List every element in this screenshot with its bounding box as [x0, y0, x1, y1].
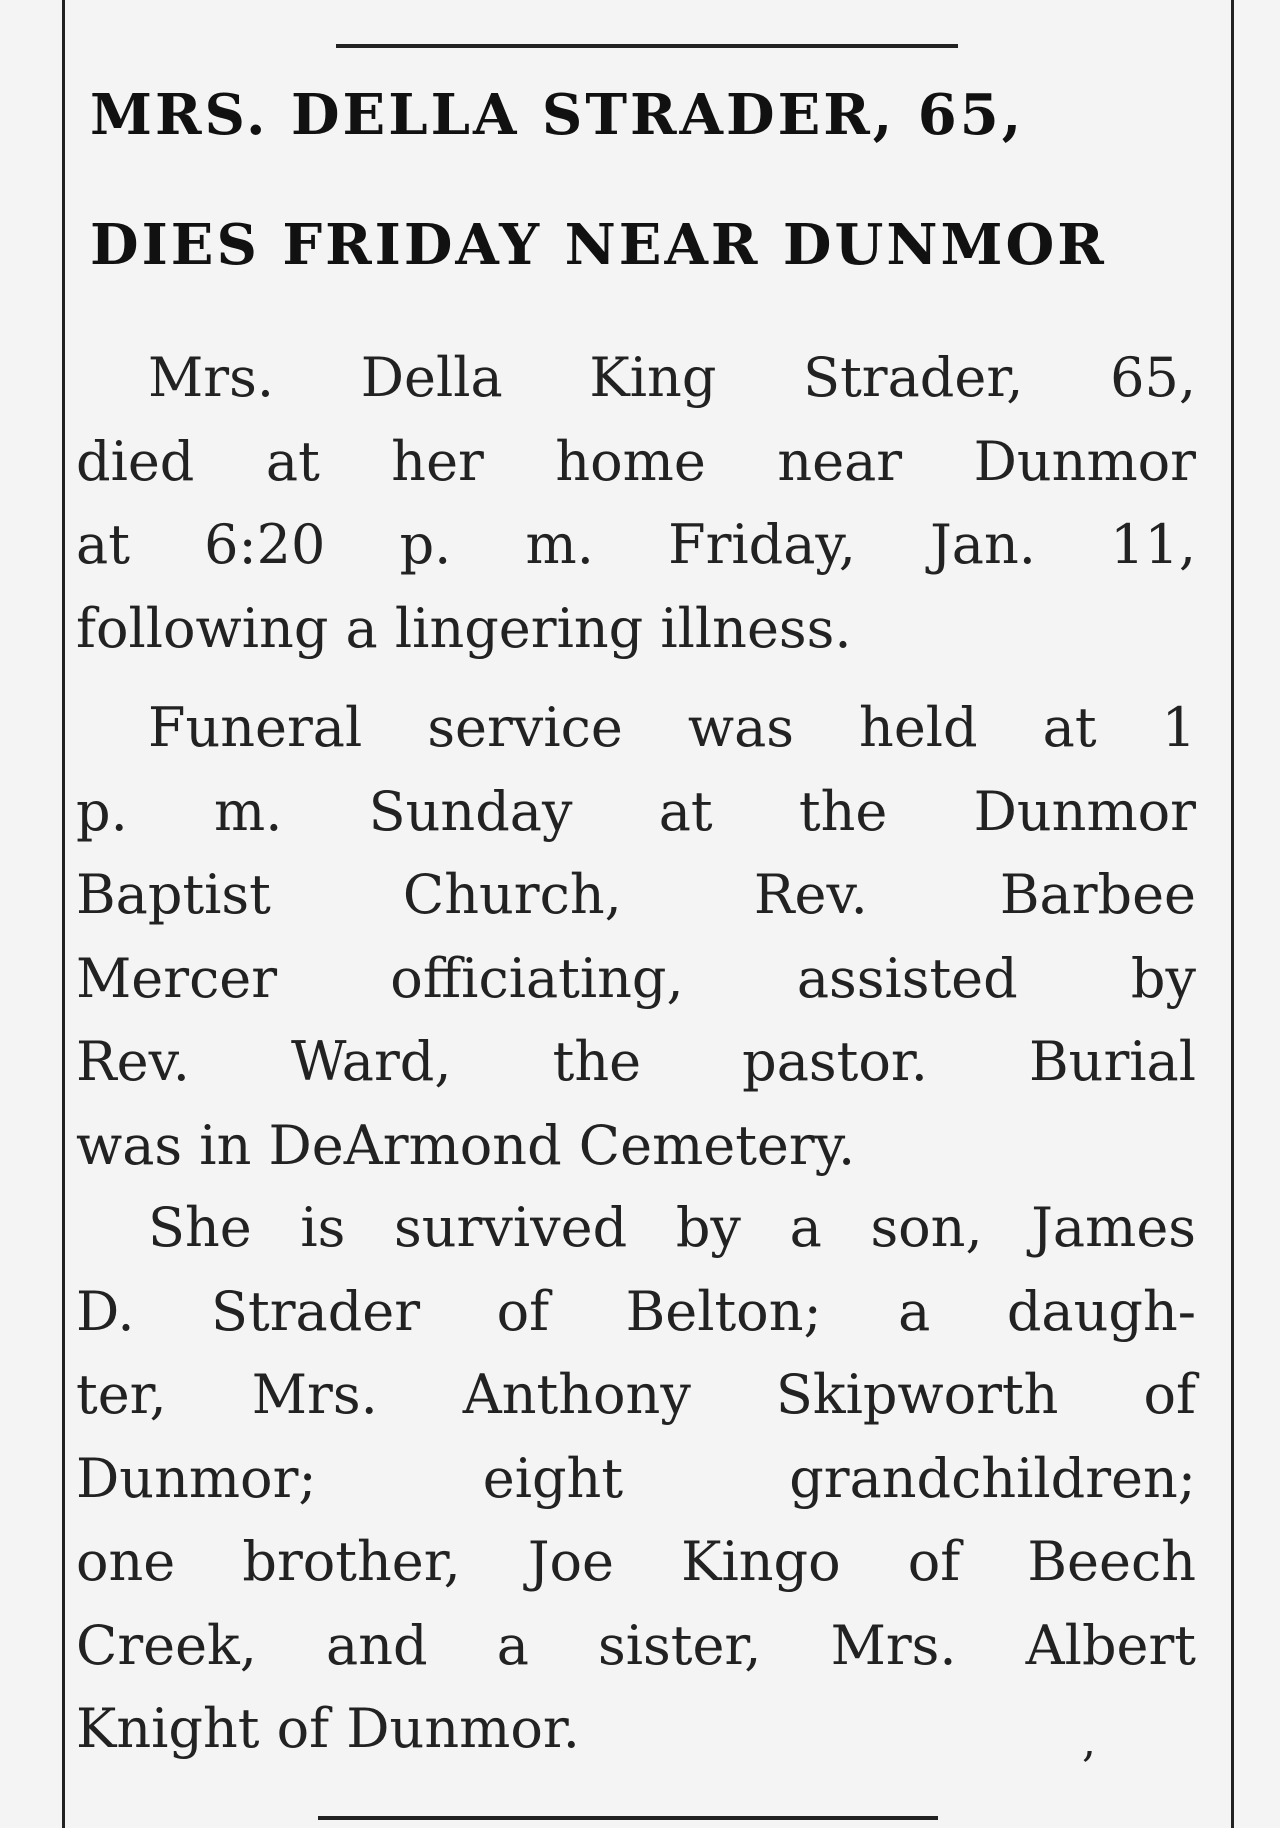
right-column-rule: [1231, 0, 1234, 1828]
headline-line-2: DIES FRIDAY NEAR DUNMOR: [90, 212, 1107, 278]
text-line: Dunmor; eight grandchildren;: [76, 1446, 1196, 1510]
text-line: Creek, and a sister, Mrs. Albert: [76, 1613, 1196, 1677]
text-line: Rev. Ward, the pastor. Burial: [76, 1030, 1196, 1093]
text-line: Mrs. Della King Strader, 65,: [148, 346, 1196, 409]
text-line: died at her home near Dunmor: [76, 429, 1196, 493]
text-line: at 6:20 p. m. Friday, Jan. 11,: [76, 513, 1196, 576]
text-line: following a lingering illness.: [76, 596, 852, 660]
paragraph-survivors: [76, 1186, 1196, 1771]
top-separator-rule: [336, 44, 958, 48]
text-line: D. Strader of Belton; a daugh-: [76, 1279, 1196, 1343]
text-line: Knight of Dunmor.: [76, 1697, 580, 1760]
text-line: Funeral service was held at 1: [148, 696, 1196, 759]
paragraph-funeral-service: [76, 686, 1196, 1187]
text-line: one brother, Joe Kingo of Beech: [76, 1530, 1196, 1593]
text-line: p. m. Sunday at the Dunmor: [76, 779, 1196, 843]
left-column-rule: [62, 0, 65, 1828]
bottom-separator-rule: [318, 1816, 938, 1820]
text-line: ter, Mrs. Anthony Skipworth of: [76, 1363, 1196, 1426]
stray-print-mark: ,: [1082, 1716, 1096, 1767]
headline-line-1: MRS. DELLA STRADER, 65,: [90, 82, 1025, 148]
text-line: She is survived by a son, James: [148, 1196, 1196, 1259]
text-line: Mercer officiating, assisted by: [76, 946, 1196, 1010]
text-line: was in DeArmond Cemetery.: [76, 1113, 856, 1177]
paragraph-death-notice: [76, 336, 1196, 670]
text-line: Baptist Church, Rev. Barbee: [76, 863, 1196, 926]
